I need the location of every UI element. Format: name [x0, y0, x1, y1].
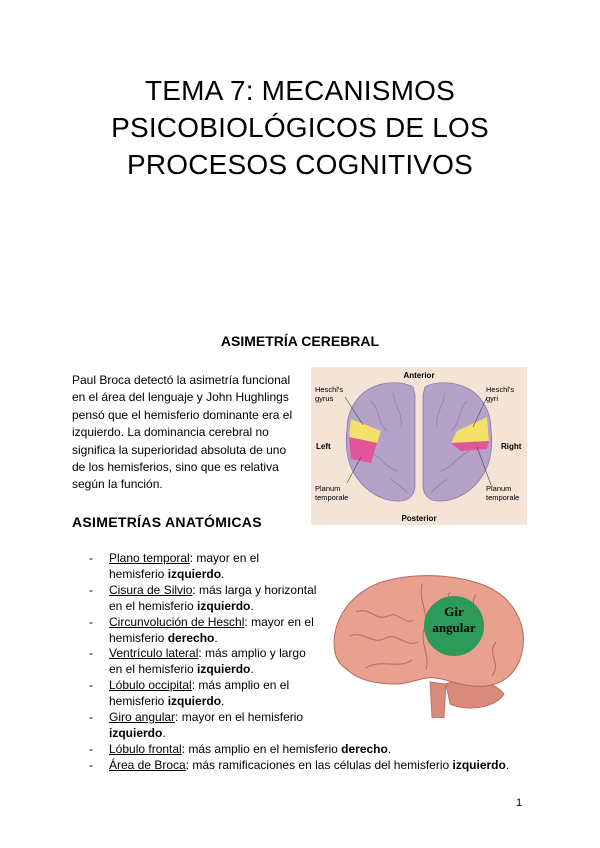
list-emphasis: izquierdo — [452, 757, 506, 772]
list-text: : más amplio en el hemisferio — [181, 741, 342, 756]
angular-gyrus-label-2: angular — [432, 620, 476, 635]
label-heschl-left-1: Heschl's — [315, 385, 344, 394]
label-heschl-left-2: gyrus — [315, 394, 334, 403]
title-line-1: TEMA 7: MECANISMOS — [144, 75, 456, 106]
list-dash: - — [89, 614, 93, 629]
list-term: Ventrículo lateral — [109, 646, 199, 661]
list-text: . — [162, 725, 166, 740]
list-item — [89, 758, 509, 774]
brain-asymmetry-figure — [311, 367, 527, 525]
list-emphasis: izquierdo — [109, 725, 163, 740]
paragraph-line: Paul Broca detectó la asimetría funcional — [72, 373, 291, 387]
paragraph-line: pensó que el hemisferio dominante era el — [72, 407, 293, 422]
list-dash: - — [89, 710, 93, 725]
list-text: . — [250, 662, 254, 677]
list-text: : mayor en el hemisferio — [175, 710, 304, 725]
angular-gyrus-label-1: Gir — [444, 604, 464, 619]
list-dash: - — [89, 678, 93, 693]
page-number: 1 — [516, 797, 523, 809]
brainstem — [430, 682, 446, 718]
list-emphasis: izquierdo — [167, 566, 222, 581]
intro-paragraph — [72, 372, 304, 494]
title-line-2: PSICOBIOLÓGICOS DE LOS — [111, 112, 489, 143]
list-dash: - — [89, 741, 93, 756]
list-text: en el hemisferio — [109, 662, 198, 677]
paragraph-line: de los hemisferios, sino que es relativa — [72, 460, 279, 475]
paragraph-line: significa la superioridad absoluta de uno — [72, 442, 287, 457]
label-planum-right-2: temporale — [486, 493, 520, 502]
list-text: en el hemisferio — [109, 598, 198, 613]
label-planum-left-1: Planum — [315, 484, 341, 493]
list-text: : más amplio en el — [191, 678, 290, 693]
list-emphasis: izquierdo — [197, 598, 251, 613]
label-right: Right — [501, 442, 522, 451]
section-heading-asimetria: ASIMETRÍA CEREBRAL — [220, 333, 380, 349]
list-emphasis: derecho — [167, 630, 215, 645]
list-text: : mayor en el — [189, 551, 260, 565]
list-text: . — [250, 598, 254, 613]
list-emphasis: derecho — [341, 741, 388, 756]
list-term: Cisura de Silvio — [109, 582, 193, 597]
list-item — [89, 742, 509, 758]
list-text: . — [221, 694, 225, 709]
list-text: . — [214, 630, 218, 645]
list-text: : más ramificaciones en las células del hemisferio — [185, 757, 453, 772]
list-text: . — [221, 566, 225, 581]
label-anterior: Anterior — [403, 371, 435, 380]
label-heschl-right-2: gyri — [486, 394, 499, 403]
paragraph-line: según la función. — [72, 477, 163, 492]
list-text: hemisferio — [109, 566, 168, 581]
list-text: : más amplio y largo — [198, 646, 306, 661]
list-emphasis: izquierdo — [197, 662, 251, 677]
label-planum-left-2: temporale — [315, 493, 349, 502]
list-text: : más larga y horizontal — [192, 582, 317, 597]
title-line-3: PROCESOS COGNITIVOS — [126, 149, 474, 180]
label-planum-right-1: Planum — [486, 484, 512, 493]
label-posterior: Posterior — [401, 514, 437, 523]
list-text: hemisferio — [109, 694, 168, 709]
list-text: . — [387, 741, 392, 756]
list-text: : mayor en el — [244, 614, 314, 629]
list-dash: - — [89, 757, 93, 772]
section-heading-asimetrias-anatomicas: ASIMETRÍAS ANATÓMICAS — [72, 514, 262, 530]
document-title — [40, 72, 560, 183]
paragraph-line: izquierdo. La dominancia cerebral no — [72, 425, 269, 440]
list-dash: - — [89, 646, 93, 661]
angular-gyrus-figure — [326, 572, 530, 718]
list-emphasis: izquierdo — [167, 694, 222, 709]
list-term: Área de Broca — [109, 757, 186, 772]
list-text: . — [505, 757, 510, 772]
list-dash: - — [89, 551, 93, 565]
list-term: Circunvolución de Heschl — [109, 614, 245, 629]
list-term: Giro angular — [109, 710, 176, 725]
paragraph-line: en el área del lenguaje y John Hughlings — [72, 390, 289, 405]
list-dash: - — [89, 582, 93, 597]
list-term: Plano temporal — [109, 551, 190, 565]
list-term: Lóbulo occipital — [109, 678, 192, 693]
label-left: Left — [316, 442, 331, 451]
label-heschl-right-1: Heschl's — [486, 385, 515, 394]
list-term: Lóbulo frontal — [109, 741, 182, 756]
list-text: hemisferio — [109, 630, 168, 645]
